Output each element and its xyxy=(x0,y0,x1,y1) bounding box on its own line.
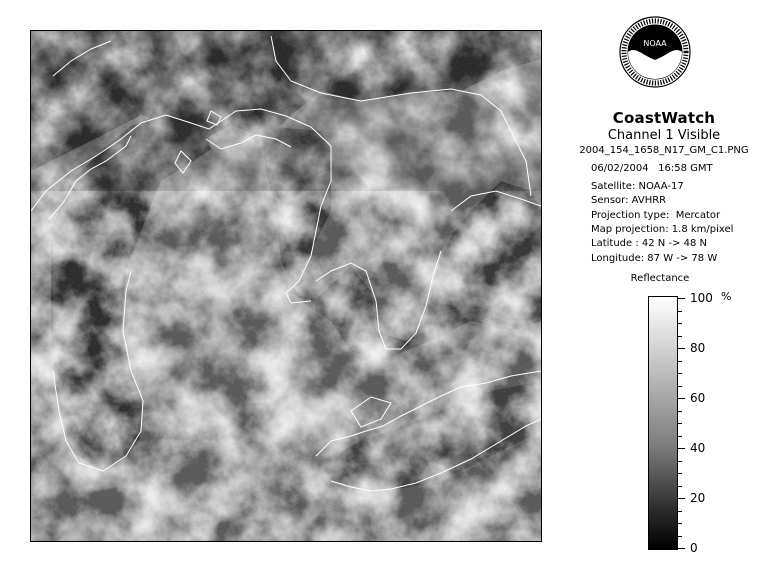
colorbar-tick xyxy=(678,523,682,524)
colorbar-tick xyxy=(678,536,682,537)
latitude-label: Latitude : 42 N -> 48 N xyxy=(591,238,707,249)
colorbar-tick xyxy=(678,361,682,362)
sensor-label: Sensor: AVHRR xyxy=(591,195,667,206)
date-time: 06/02/2004 16:58 GMT xyxy=(591,163,713,174)
projection-type-label: Projection type: Mercator xyxy=(591,210,721,221)
colorbar-tick xyxy=(678,486,682,487)
colorbar-label: 60 xyxy=(690,391,706,405)
colorbar-tick xyxy=(678,311,682,312)
colorbar-label: 20 xyxy=(690,491,706,505)
file-name: 2004_154_1658_N17_GM_C1.PNG xyxy=(579,145,749,156)
colorbar-tick xyxy=(678,548,685,549)
scale-unit: % xyxy=(721,290,732,303)
colorbar-label: 0 xyxy=(690,541,698,555)
logo-text: NOAA xyxy=(643,39,667,48)
map-projection-label: Map projection: 1.8 km/pixel xyxy=(591,224,734,235)
colorbar-tick xyxy=(678,323,682,324)
colorbar-tick xyxy=(678,473,682,474)
satellite-image-svg xyxy=(31,31,541,541)
colorbar-label: 80 xyxy=(690,341,706,355)
colorbar-tick xyxy=(678,348,685,349)
colorbar-tick xyxy=(678,386,682,387)
colorbar-tick xyxy=(678,298,685,299)
image-grain xyxy=(31,31,541,541)
satellite-image xyxy=(30,30,542,542)
colorbar-tick xyxy=(678,373,682,374)
reflectance-colorbar xyxy=(648,296,678,550)
colorbar-tick xyxy=(678,511,682,512)
longitude-label: Longitude: 87 W -> 78 W xyxy=(591,253,718,264)
page-title: CoastWatch xyxy=(612,109,716,127)
colorbar-tick xyxy=(678,436,682,437)
colorbar-label: 100 xyxy=(690,291,713,305)
channel-label: Channel 1 Visible xyxy=(607,128,721,143)
scale-title: Reflectance xyxy=(630,273,690,284)
colorbar-tick xyxy=(678,461,682,462)
satellite-label: Satellite: NOAA-17 xyxy=(591,181,684,192)
colorbar-tick xyxy=(678,398,685,399)
colorbar-tick xyxy=(678,423,682,424)
colorbar-tick xyxy=(678,411,682,412)
colorbar-tick xyxy=(678,448,685,449)
colorbar-tick xyxy=(678,336,682,337)
colorbar-tick xyxy=(678,498,685,499)
colorbar-label: 40 xyxy=(690,441,706,455)
noaa-logo xyxy=(619,16,691,88)
